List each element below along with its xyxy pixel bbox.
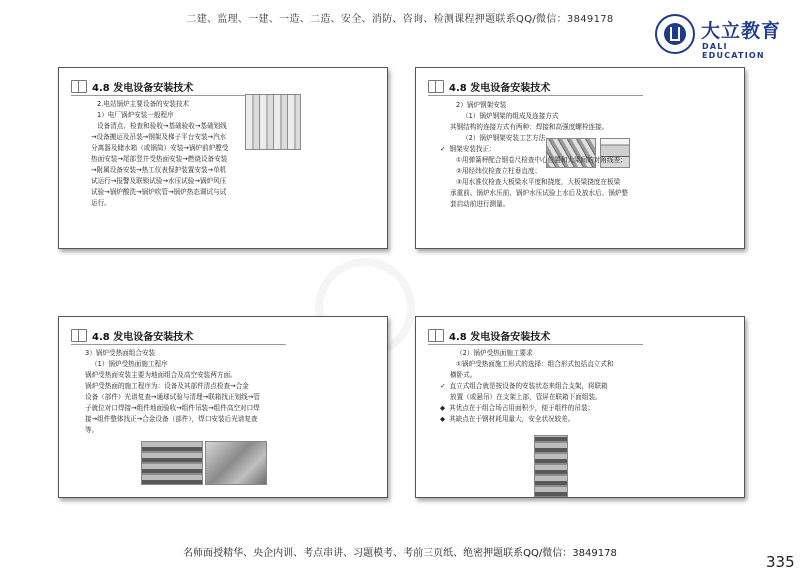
body-line: 横卧式。: [450, 371, 477, 379]
slide-title: 4.8 发电设备安装技术: [449, 332, 551, 343]
diamond-bullet-icon: ◆: [440, 404, 446, 412]
body-line: 放置（或悬吊）在支架上部，管屏在联箱下面组装。: [450, 393, 602, 401]
body-line: 锅炉受热面安装主要为地面组合及高空安装两方面。: [85, 371, 237, 379]
body-line: （2）锅炉受热面施工要求: [456, 349, 533, 357]
diamond-bullet-icon: ◆: [440, 415, 446, 423]
title-divider: [71, 344, 286, 345]
slide-boiler-procedure: [58, 67, 388, 249]
body-line: ◆ 其优点在于组合场占用面积少，便于组件的吊装；: [440, 404, 595, 412]
slide-body: [440, 348, 735, 425]
title-divider: [428, 344, 643, 345]
body-line: 设备清点、检查和验收→基础验收→基础划线: [97, 122, 227, 130]
body-line: 3）锅炉受热面组合安装: [85, 349, 156, 357]
logo-name: 大立教育: [701, 20, 782, 42]
body-line: 设备（部件）光谱复查→通球试验与清理→联箱找正划线→管: [85, 393, 260, 401]
slide-body: [91, 99, 301, 209]
heating-surface-photo: [205, 441, 267, 485]
body-line: ②用经纬仪检查立柱垂直度；: [456, 167, 542, 175]
check-icon: ✓: [440, 145, 446, 153]
slide-title: 4.8 发电设备安装技术: [92, 83, 194, 94]
book-icon: [428, 80, 444, 93]
body-line: 其钢结构的连接方式有两种：焊接和高强度螺栓连接。: [450, 123, 609, 131]
logo-subtitle: DALI EDUCATION: [702, 42, 765, 60]
body-line: 接→组件整体找正→合金设备（部件），焊口安装后光谱复查: [85, 415, 258, 423]
body-line: 套启动前进行测量。: [450, 200, 510, 208]
slide-title: 4.8 发电设备安装技术: [92, 332, 194, 343]
slide-body: [440, 100, 735, 210]
top-banner: 二建、监理、一建、一造、二造、安全、消防、咨询、检测课程押题联系QQ/微信：3849178: [186, 14, 614, 25]
slide-title: 4.8 发电设备安装技术: [449, 83, 551, 94]
slide-heating-surface-requirements: [415, 316, 745, 498]
slide-steel-frame: [415, 67, 745, 249]
body-line: 试验→锅炉酸洗→锅炉吹管→锅炉热态调试与试: [91, 188, 227, 196]
body-line: ①锅炉受热面施工形式的选择：组合形式包括直立式和: [456, 360, 614, 368]
body-line: （1）锅炉钢架的组成及连接方式: [462, 112, 559, 120]
title-divider: [428, 95, 643, 96]
body-line: ✓ 钢架安装找正：: [440, 145, 496, 153]
body-line: 试运行→报警及联锁试验→水压试验→锅炉风压: [91, 177, 227, 185]
book-icon: [71, 329, 87, 342]
body-line: ①用弹簧秤配合钢卷尺检查中心位置和大梁间的对角线差；: [456, 156, 627, 164]
body-line: 子就位对口焊接→组件地面验收→组件吊装→组件高空对口焊: [85, 404, 260, 412]
logo-emblem-icon: [655, 14, 695, 54]
logo: [655, 14, 790, 58]
body-line: ◆ 其缺点在于钢材耗用量大，安全状况较差。: [440, 415, 575, 423]
slide-body: [85, 348, 380, 436]
page-number: 335: [766, 553, 795, 571]
body-line: 2.电站锅炉主要设备的安装技术: [97, 100, 190, 108]
heating-surface-photo: [141, 441, 203, 485]
body-line: （2）锅炉钢架安装工艺方法: [462, 134, 546, 142]
body-line: 锅炉受热面的施工程序为：设备及其部件清点检查→合金: [85, 382, 249, 390]
slide-heating-surface-assembly: [58, 316, 388, 498]
body-line: 等。: [85, 426, 99, 434]
body-line: 运行。: [91, 199, 111, 207]
check-icon: ✓: [440, 382, 446, 390]
book-icon: [71, 80, 87, 93]
body-line: 分离器及储水箱（或锅筒）安装→锅炉前炉膛受: [91, 144, 229, 152]
body-line: 2）锅炉钢架安装: [456, 101, 507, 109]
heating-surface-photo: [534, 435, 568, 497]
body-line: ③用水准仪检查大板梁水平度和挠度，大板梁挠度在板梁: [456, 178, 621, 186]
body-line: 承重前、锅炉水压前、锅炉水压试验上水后及放水后、锅炉整: [450, 189, 629, 197]
body-line: →设备搬运及吊装→钢架及梯子平台安装→汽水: [91, 133, 227, 141]
body-line: →附属设备安装→热工仪表保护装置安装→单机: [91, 166, 227, 174]
body-line: ✓ 直立式组合就是按设备的安装状态来组合支架，将联箱: [440, 382, 608, 390]
footer-banner: 名师面授精华、央企内训、考点串讲、习题模考、考前三页纸、绝密押题联系QQ/微信：3849178: [183, 548, 617, 559]
body-line: （1）锅炉受热面施工程序: [91, 360, 168, 368]
body-line: 1）电厂锅炉安装一般程序: [97, 111, 174, 119]
body-line: 热面安装→尾部竖井受热面安装→燃烧设备安装: [91, 155, 228, 163]
book-icon: [428, 329, 444, 342]
